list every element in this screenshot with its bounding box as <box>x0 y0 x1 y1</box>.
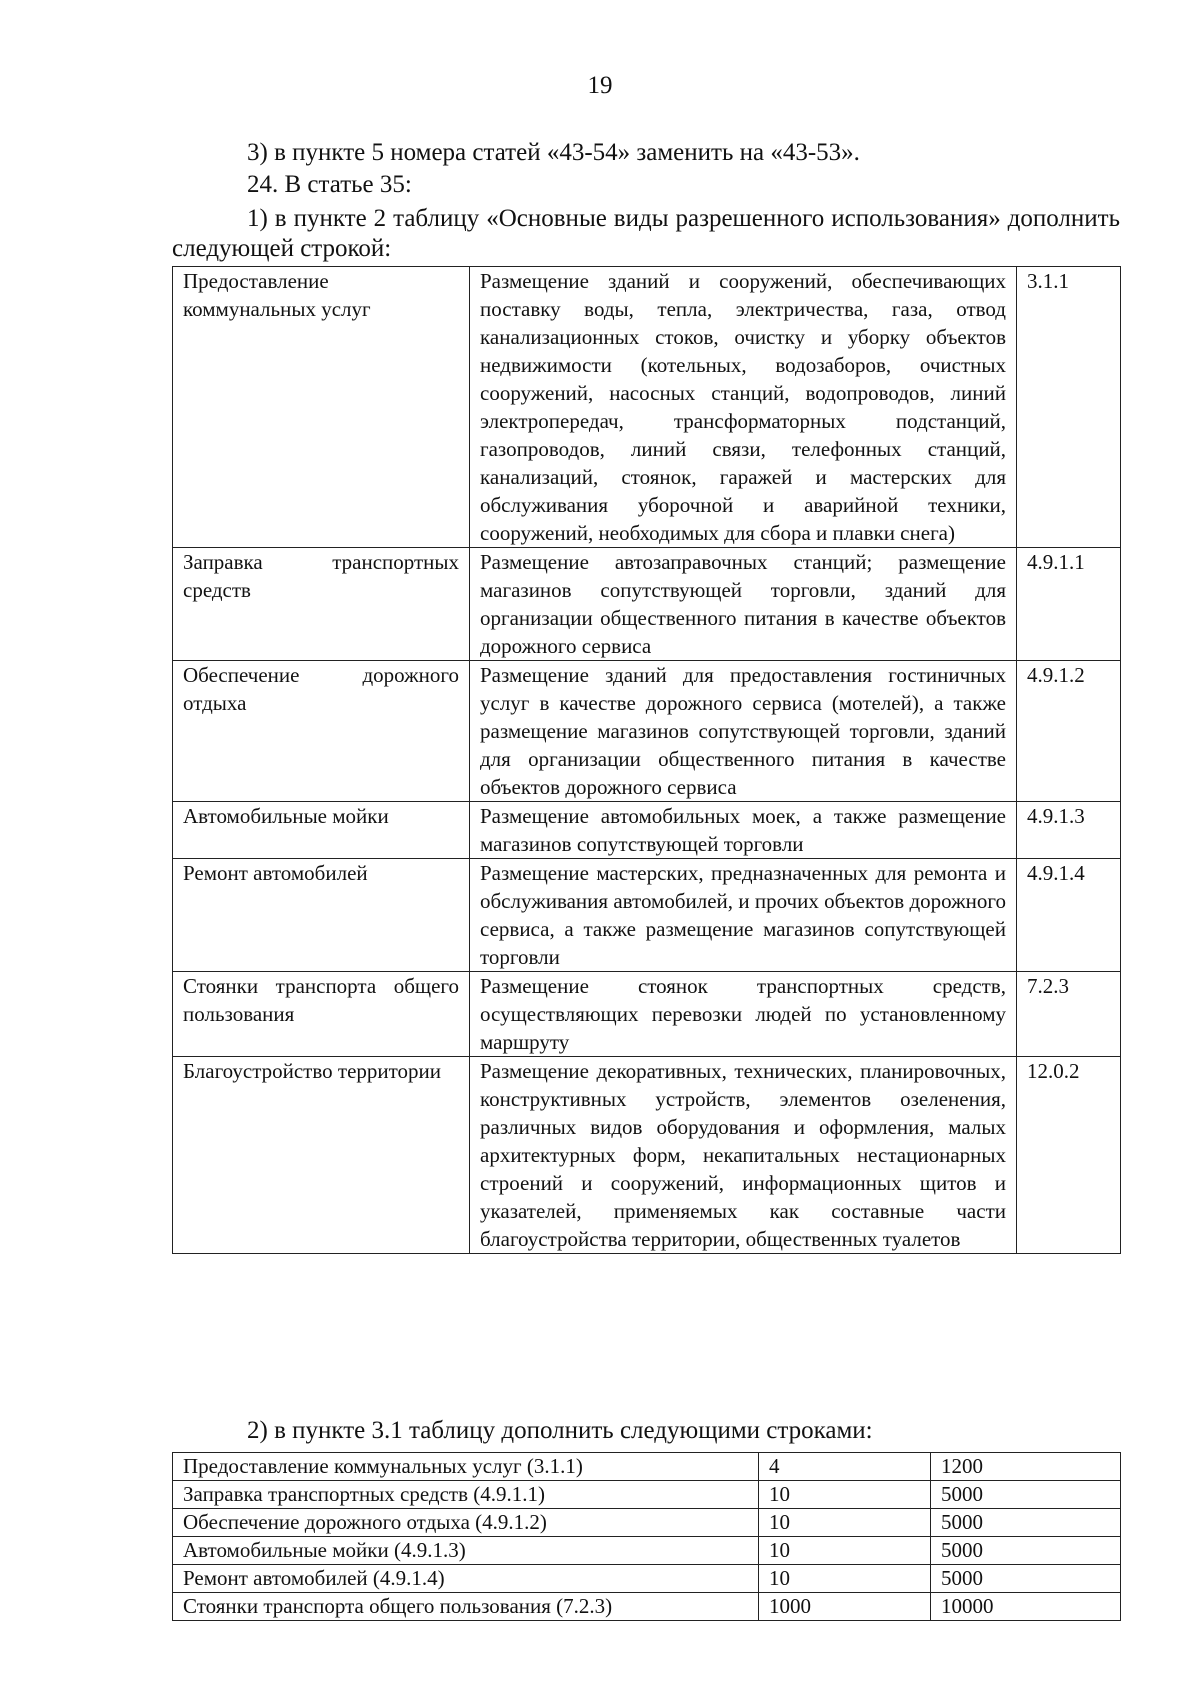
value-cell: 1200 <box>931 1453 1121 1481</box>
table-row <box>173 972 1121 1057</box>
table-row <box>173 267 1121 548</box>
value-cell: 4 <box>759 1453 931 1481</box>
use-name-cell: Ремонт автомобилей (4.9.1.4) <box>173 1565 759 1593</box>
paragraph-amend-point-3-1: 2) в пункте 3.1 таблицу дополнить следующими строками: <box>247 1417 873 1444</box>
value-cell: 5000 <box>931 1565 1121 1593</box>
table-row <box>173 1537 1121 1565</box>
table-row <box>173 1453 1121 1481</box>
use-description-cell: Размещение стоянок транспортных средств, осуществляющих перевозки людей по установленному маршруту <box>470 972 1017 1057</box>
use-description-cell: Размещение зданий для предоставления гостиничных услуг в качестве дорожного сервиса (мотелей), а также размещение магазинов сопутствующей торговли, зданий для организации общественного питания в качестве объектов дорожного сервиса <box>470 661 1017 802</box>
use-code-cell: 4.9.1.1 <box>1017 548 1121 661</box>
use-description-cell: Размещение автомобильных моек, а также размещение магазинов сопутствующей торговли <box>470 802 1017 859</box>
page-number: 19 <box>587 72 613 99</box>
table-row <box>173 1565 1121 1593</box>
paragraph-amend-point-5: 3) в пункте 5 номера статей «43-54» заменить на «43-53». <box>247 139 860 166</box>
use-code-cell: 3.1.1 <box>1017 267 1121 548</box>
use-name-cell: Предоставление коммунальных услуг (3.1.1) <box>173 1453 759 1481</box>
table-row <box>173 661 1121 802</box>
value-cell: 10 <box>759 1537 931 1565</box>
use-code-cell: 12.0.2 <box>1017 1057 1121 1254</box>
table-row <box>173 859 1121 972</box>
value-cell: 10 <box>759 1565 931 1593</box>
use-code-cell: 4.9.1.3 <box>1017 802 1121 859</box>
table-row <box>173 548 1121 661</box>
value-cell: 10000 <box>931 1593 1121 1621</box>
use-name-cell: Благоустройство территории <box>173 1057 470 1254</box>
use-description-cell: Размещение зданий и сооружений, обеспечивающих поставку воды, тепла, электричества, газа, отвод канализационных стоков, очистку и уборку объектов недвижимости (котельных, водозаборов, очистных сооружений, насосных станций, водопроводов, линий электропередач, трансформаторных подстанций, газопроводов, линий связи, телефонных станций, канализаций, стоянок, гаражей и мастерских для обслуживания уборочной и аварийной техники, сооружений, необходимых для сбора и плавки снега) <box>470 267 1017 548</box>
use-code-cell: 7.2.3 <box>1017 972 1121 1057</box>
value-cell: 1000 <box>759 1593 931 1621</box>
paragraph-amend-point-2: 1) в пункте 2 таблицу «Основные виды разрешенного использования» дополнить следующей строкой: <box>172 205 1120 262</box>
use-name-cell: Заправка транспортных средств <box>173 548 470 661</box>
paragraph-article-35: 24. В статье 35: <box>247 171 412 198</box>
use-code-cell: 4.9.1.4 <box>1017 859 1121 972</box>
use-code-cell: 4.9.1.2 <box>1017 661 1121 802</box>
value-cell: 10 <box>759 1481 931 1509</box>
use-description-cell: Размещение декоративных, технических, планировочных, конструктивных устройств, элементов озеленения, различных видов оборудования и оформления, малых архитектурных форм, некапитальных нестационарных строений и сооружений, информационных щитов и указателей, применяемых как составные части благоустройства территории, общественных туалетов <box>470 1057 1017 1254</box>
value-cell: 5000 <box>931 1509 1121 1537</box>
use-name-cell: Обеспечение дорожного отдыха (4.9.1.2) <box>173 1509 759 1537</box>
use-name-cell: Автомобильные мойки (4.9.1.3) <box>173 1537 759 1565</box>
value-cell: 5000 <box>931 1481 1121 1509</box>
use-name-cell: Предоставление коммунальных услуг <box>173 267 470 548</box>
value-cell: 5000 <box>931 1537 1121 1565</box>
use-description-cell: Размещение автозаправочных станций; размещение магазинов сопутствующей торговли, зданий для организации общественного питания в качестве объектов дорожного сервиса <box>470 548 1017 661</box>
table-row <box>173 1593 1121 1621</box>
use-name-cell: Обеспечение дорожного отдыха <box>173 661 470 802</box>
land-use-table <box>172 266 1121 1254</box>
use-name-cell: Ремонт автомобилей <box>173 859 470 972</box>
table-row <box>173 1481 1121 1509</box>
table-row <box>173 1057 1121 1254</box>
use-name-cell: Стоянки транспорта общего пользования (7.2.3) <box>173 1593 759 1621</box>
parameters-table <box>172 1452 1121 1621</box>
use-description-cell: Размещение мастерских, предназначенных для ремонта и обслуживания автомобилей, и прочих объектов дорожного сервиса, а также размещение магазинов сопутствующей торговли <box>470 859 1017 972</box>
use-name-cell: Заправка транспортных средств (4.9.1.1) <box>173 1481 759 1509</box>
value-cell: 10 <box>759 1509 931 1537</box>
table-row <box>173 1509 1121 1537</box>
table-row <box>173 802 1121 859</box>
use-name-cell: Автомобильные мойки <box>173 802 470 859</box>
use-name-cell: Стоянки транспорта общего пользования <box>173 972 470 1057</box>
